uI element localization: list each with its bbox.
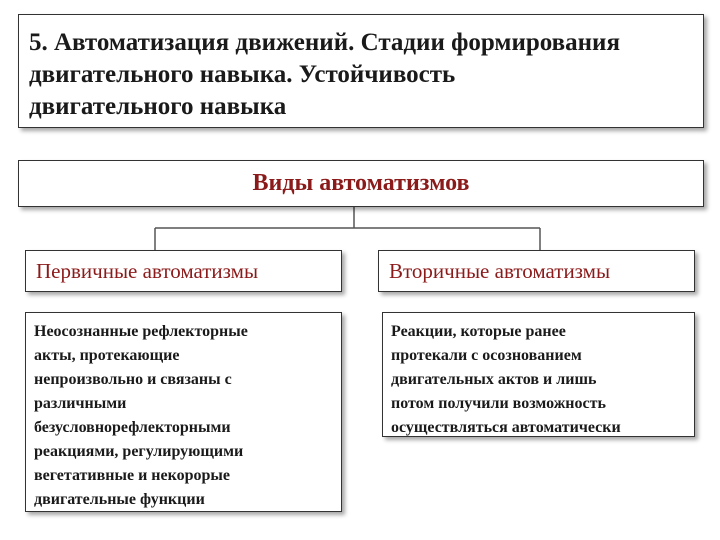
title-box (18, 14, 704, 128)
description-text-secondary: Реакции, которые ранее протекали с осознованием двигательных актов и лишь потом получили возможность осуществляться автоматически (391, 323, 621, 436)
root-node-label: Виды автоматизмов (252, 170, 470, 196)
page-title: 5. Автоматизация движений. Стадии формирования двигательного навыка. Устойчивость двигательного навыка (29, 29, 620, 120)
description-box-primary (25, 312, 342, 512)
branch-node-secondary (378, 250, 695, 292)
branch-label-primary: Первичные автоматизмы (36, 259, 259, 283)
branch-label-secondary: Вторичные автоматизмы (389, 259, 611, 283)
root-node (18, 160, 704, 207)
description-text-primary: Неосознанные рефлекторные акты, протекающие непроизвольно и связаны с различными безусловнорефлекторными реакциями, регулирующими вегетативные и некорорые двигательные функции (34, 323, 248, 508)
description-box-secondary (382, 312, 695, 437)
branch-node-primary (25, 250, 342, 292)
